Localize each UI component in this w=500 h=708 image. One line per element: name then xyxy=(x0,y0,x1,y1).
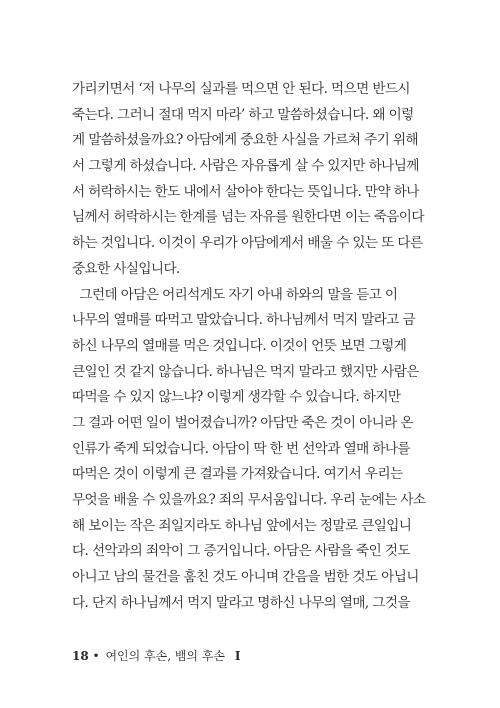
text-line: 서 허락하시는 한도 내에서 살아야 한다는 뜻입니다. 만약 하나 xyxy=(72,183,419,200)
text-line: 게 말씀하셨을까요? 아담에게 중요한 사실을 가르쳐 주기 위해 xyxy=(72,132,419,149)
text-line: 다. 선악과의 죄악이 그 증거입니다. 아담은 사람을 죽인 것도 xyxy=(72,543,410,560)
page-number: 18 xyxy=(72,649,89,663)
text-line: 따먹은 것이 이렇게 큰 결과를 가져왔습니다. 여기서 우리는 xyxy=(72,466,403,483)
text-line: 다. 단지 하나님께서 먹지 말라고 명하신 나무의 열매, 그것을 xyxy=(72,594,410,611)
footer-bullet: • xyxy=(92,649,100,663)
text-line: 나무의 열매를 따먹고 말았습니다. 하나님께서 먹지 말라고 금 xyxy=(72,312,416,329)
text-line: 하는 것입니다. 이것이 우리가 아담에게서 배울 수 있는 또 다른 xyxy=(72,235,423,252)
text-line: 그런데 아담은 어리석게도 자기 아내 하와의 말을 듣고 이 xyxy=(72,286,398,303)
text-line: 중요한 사실입니다. xyxy=(72,260,180,277)
text-line: 해 보이는 작은 죄일지라도 하나님 앞에서는 정말로 큰일입니 xyxy=(72,517,412,534)
text-line: 따먹을 수 있지 않느냐? 이렇게 생각할 수 있습니다. 하지만 xyxy=(72,389,401,406)
text-line: 서 그렇게 하셨습니다. 사람은 자유롭게 살 수 있지만 하나님께 xyxy=(72,158,419,175)
text-line: 인류가 죽게 되었습니다. 아담이 딱 한 번 선악과 열매 하나를 xyxy=(72,440,410,457)
body-text xyxy=(72,77,430,616)
text-line: 큰일인 것 같지 않습니다. 하나님은 먹지 말라고 했지만 사람은 xyxy=(72,363,419,380)
text-line: 무엇을 배울 수 있을까요? 죄의 무서움입니다. 우리 눈에는 사소 xyxy=(72,492,426,508)
text-line: 하신 나무의 열매를 먹은 것입니다. 이것이 언뜻 보면 그렇게 xyxy=(72,337,407,354)
text-line: 아니고 남의 물건을 훔친 것도 아니며 간음을 범한 것도 아닙니 xyxy=(72,569,419,586)
text-line: 그 결과 어떤 일이 벌어졌습니까? 아담만 죽은 것이 아니라 온 xyxy=(72,414,413,431)
page-footer xyxy=(72,648,240,664)
text-line: 님께서 허락하시는 한계를 넘는 자유를 원한다면 이는 죽음이다 xyxy=(72,209,424,226)
text-line: 죽는다. 그러니 절대 먹지 마라’ 하고 말씀하셨습니다. 왜 이렇 xyxy=(72,106,414,123)
text-line: 가리키면서 ‘저 나무의 실과를 먹으면 안 된다. 먹으면 반드시 xyxy=(72,81,410,97)
book-title: 여인의 후손, 뱀의 후손 xyxy=(105,649,226,663)
part-marker: I xyxy=(234,649,241,663)
